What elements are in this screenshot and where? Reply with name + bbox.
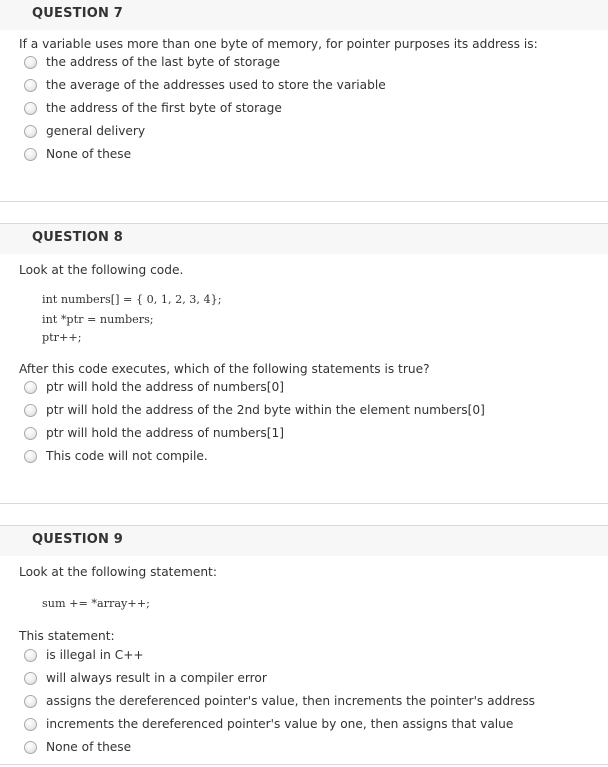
radio-button[interactable] [24, 672, 37, 685]
radio-button[interactable] [24, 404, 37, 417]
question-9-prompt: This statement: [19, 629, 115, 643]
code-line: int numbers[] = { 0, 1, 2, 3, 4}; [42, 293, 222, 306]
question-7-header [0, 0, 608, 30]
radio-button[interactable] [24, 381, 37, 394]
answer-option[interactable] [24, 122, 145, 140]
answer-option[interactable] [24, 646, 144, 664]
radio-button[interactable] [24, 695, 37, 708]
radio-button[interactable] [24, 718, 37, 731]
question-9-header [0, 525, 608, 556]
answer-option[interactable] [24, 378, 284, 396]
question-8-prompt: After this code executes, which of the following statements is true? [19, 362, 430, 376]
question-title: QUESTION 7 [32, 6, 124, 21]
question-7-prompt: If a variable uses more than one byte of memory, for pointer purposes its address is: [19, 37, 538, 51]
code-line: int *ptr = numbers; [42, 313, 154, 326]
divider [0, 764, 608, 765]
answer-option[interactable] [24, 53, 280, 71]
question-title: QUESTION 8 [32, 230, 124, 245]
code-line: sum += *array++; [42, 597, 150, 610]
answer-option[interactable] [24, 738, 131, 756]
answer-label: None of these [46, 147, 132, 161]
question-9-intro: Look at the following statement: [19, 565, 217, 579]
answer-label: is illegal in C++ [46, 648, 144, 662]
question-8-intro: Look at the following code. [19, 263, 184, 277]
answer-label: general delivery [46, 124, 146, 138]
radio-button[interactable] [24, 450, 37, 463]
radio-button[interactable] [24, 125, 37, 138]
answer-label: ptr will hold the address of numbers[1] [46, 426, 285, 440]
divider [0, 201, 608, 202]
answer-label: ptr will hold the address of numbers[0] [46, 380, 285, 394]
answer-option[interactable] [24, 447, 208, 465]
answer-label: None of these [46, 740, 132, 754]
answer-label: ptr will hold the address of the 2nd byte within the element numbers[0] [46, 403, 485, 417]
question-8-header [0, 223, 608, 254]
answer-label: the average of the addresses used to store the variable [46, 78, 386, 92]
answer-option[interactable] [24, 715, 513, 733]
answer-label: increments the dereferenced pointer's value by one, then assigns that value [46, 717, 514, 731]
answer-option[interactable] [24, 76, 386, 94]
radio-button[interactable] [24, 427, 37, 440]
answer-option[interactable] [24, 669, 267, 687]
answer-label: will always result in a compiler error [46, 671, 267, 685]
code-line: ptr++; [42, 331, 82, 344]
radio-button[interactable] [24, 741, 37, 754]
answer-label: the address of the last byte of storage [46, 55, 281, 69]
answer-option[interactable] [24, 692, 535, 710]
answer-label: This code will not compile. [46, 449, 208, 463]
radio-button[interactable] [24, 56, 37, 69]
answer-option[interactable] [24, 401, 485, 419]
answer-label: the address of the first byte of storage [46, 101, 282, 115]
answer-label: assigns the dereferenced pointer's value, then increments the pointer's address [46, 694, 536, 708]
divider [0, 503, 608, 504]
answer-option[interactable] [24, 145, 131, 163]
answer-option[interactable] [24, 99, 282, 117]
radio-button[interactable] [24, 102, 37, 115]
radio-button[interactable] [24, 649, 37, 662]
answer-option[interactable] [24, 424, 284, 442]
question-title: QUESTION 9 [32, 532, 124, 547]
radio-button[interactable] [24, 79, 37, 92]
radio-button[interactable] [24, 148, 37, 161]
